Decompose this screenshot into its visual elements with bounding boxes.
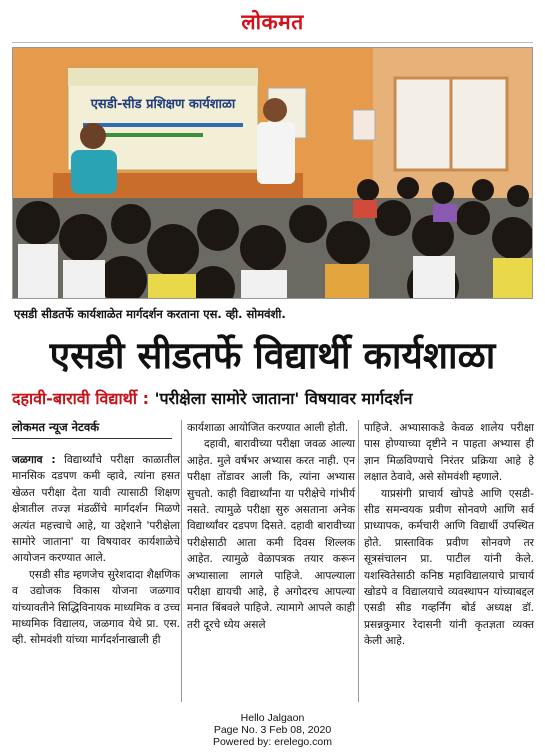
paragraph: पाहिजे. अभ्यासाकडे केवळ शालेय परीक्षा पास होण्याच्या दृष्टीने न पाहता अभ्यास ही ज्ञान मिळविण्याचे निरंतर प्रक्रिया आहे हे लक्षात ठेवावे, असे सोमवंशी म्हणाले. — [364, 422, 534, 484]
paragraph-text: विद्यार्थ्यांचे परीक्षा काळातील मानसिक दडपण कमी व्हावे, त्यांना हसत खेळत परीक्षा देता यावी त्यासाठी शिक्षण क्षेत्रातील तज्ज्ञ मंडळींचे मार्गदर्शन मिळणे अत्यंत महत्त्वाचे आहे, या उद्देशाने 'परीक्षेला सामोरे जाताना' या विषयावर कार्यशाळेचे आयोजन करण्यात आले. — [12, 454, 180, 565]
paragraph: याप्रसंगी प्राचार्य खोपडे आणि एसडी-सीड समन्वयक प्रवीण सोनवणे आणि सर्व प्राध्यापक, कर्मचारी आणि विद्यार्थी उपस्थित होते. प्रास्ताविक प्रवीण सोनवणे तर सूत्रसंचालन प्रा. पाटील यांनी केले. यशस्वितेसाठी कनिष्ठ महाविद्यालयाचे प्राचार्य खोडपे व विद्यालयाचे व्यवस्थापन यांच्याबद्दल एसडी सीड गव्हर्निंग बोर्ड अध्यक्ष डॉ. प्रसन्नकुमार रेदासनी यांनी कृतज्ञता व्यक्त केली आहे. — [364, 487, 534, 648]
page-footer — [0, 712, 545, 748]
paragraph: एसडी सीड म्हणजेच सुरेशदादा शैक्षणिक व उद्योजक विकास योजना जळगाव यांच्यावतीने सिद्धिविनायक माध्यमिक व उच्च माध्यमिक विद्यालय, जळगाव येथे प्रा. एस. व्ही. सोमवंशी यांच्या मार्गदर्शनाखाली ही — [12, 568, 180, 647]
headline: एसडी सीडतर्फे विद्यार्थी कार्यशाळा — [49, 334, 496, 377]
subhead-kicker: दहावी-बारावी विद्यार्थी : — [12, 389, 149, 408]
paragraph: कार्यशाळा आयोजित करण्यात आली होती. — [187, 422, 349, 434]
banner-text: एसडी-सीड प्रशिक्षण कार्यशाळा — [90, 97, 236, 112]
dateline: जळगाव : — [12, 454, 56, 466]
subheadline — [12, 385, 533, 413]
column-divider — [181, 420, 182, 702]
footer-source: Hello Jalgaon — [240, 712, 305, 724]
subhead-text: 'परीक्षेला सामोरे जाताना' विषयावर मार्गदर्शन — [149, 389, 413, 408]
footer-page-date: Page No. 3 Feb 08, 2020 — [213, 724, 332, 736]
lokmat-logo: लोकमत — [241, 10, 304, 34]
news-photo — [12, 47, 533, 299]
photo-caption: एसडी सीडतर्फे कार्यशाळेत मार्गदर्शन करताना एस. व्ही. सोमवंशी. — [14, 307, 286, 321]
article-column-2 — [187, 420, 355, 633]
column-divider — [358, 420, 359, 702]
byline: लोकमत न्यूज नेटवर्क — [12, 420, 172, 439]
article-column-3 — [364, 420, 534, 650]
photo-image — [13, 48, 533, 299]
top-rule — [12, 42, 533, 43]
paragraph: दहावी, बारावीच्या परीक्षा जवळ आल्या आहेत. मुले वर्षभर अभ्यास करत नाही. एन परीक्षा तोंडावर आली कि, त्यांना अभ्यास सुचतो. काही विद्यार्थ्यांना या परीक्षेचे गांभीर्य नसते. त्यामुळे परीक्षा सुरु असताना अनेक विद्यार्थ्यांवर दडपण दिसते. दहावी बारावीच्या परीक्षेसाठी आता कमी दिवस शिल्लक आहेत. त्यामुळे वेळापत्रक तयार करून अभ्यासाला लागले पाहिजे. आपल्याला परीक्षा द्यायची आहे, हे अगोदरच आपल्या मनात बिंबवले पाहिजे. त्यामागे आपले काही तरी दूरचे ध्येय असले — [187, 438, 355, 631]
article-column-1 — [12, 452, 180, 649]
paragraph — [12, 452, 180, 567]
footer-powered-by: Powered by: erelego.com — [212, 736, 333, 748]
masthead — [0, 8, 545, 42]
